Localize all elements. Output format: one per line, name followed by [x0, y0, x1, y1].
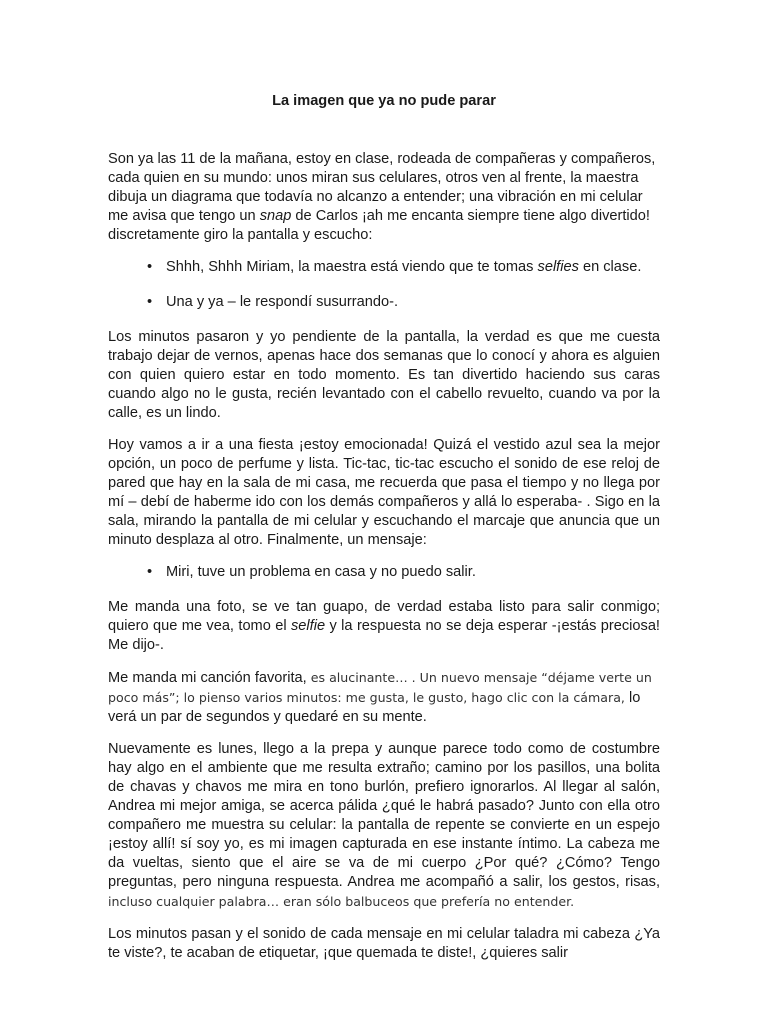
paragraph-1-text-a: Son ya las 11 de la mañana, estoy en clase, rodeada de compañeras y compañeros, cada quien en su mundo: unos miran sus celulares, otros ven al frente, la maestra dibuja un diagrama que todavía no alcanzo a entender; una vibración en mi celular me avisa que tengo un: [108, 151, 656, 224]
dialogue-list-1: [108, 258, 660, 312]
paragraph-4-text-b: y la respuesta no se deja esperar -¡estás preciosa! Me dijo-.: [108, 618, 660, 653]
paragraph-5: [108, 668, 660, 727]
document-title: La imagen que ya no pude parar: [272, 93, 496, 109]
dialogue-item: [108, 258, 660, 277]
paragraph-5-alt-text: es alucinante… . Un nuevo mensaje “déjame verte un poco más”; lo pienso varios minutos: me gusta, le gusto, hago clic con la cámara,: [108, 670, 652, 705]
paragraph-3: Hoy vamos a ir a una fiesta ¡estoy emocionada! Quizá el vestido azul sea la mejor opción, un poco de perfume y lista. Tic-tac, tic-tac escucho el sonido de ese reloj de pared que hay en la sala de mi casa, me recuerda que pasa el tiempo y no llega por mí – debí de haberme ido con los demás compañeros y allá lo esperaba- . Sigo en la sala, mirando la pantalla de mi celular y escuchando el marcaje que anuncia que un minuto desplaza al otro. Finalmente, un mensaje:: [108, 437, 660, 548]
paragraph-1-text-b: de Carlos ¡ah me encanta siempre tiene algo divertido! discretamente giro la pantalla y escucho:: [108, 208, 650, 243]
paragraph-5-text-b: lo verá un par de segundos y quedaré en su mente.: [108, 690, 641, 725]
dialogue-item: [108, 293, 660, 312]
paragraph-1: [108, 150, 660, 245]
paragraph-6-text-a: Nuevamente es lunes, llego a la prepa y aunque parece todo como de costumbre hay algo en el ambiente que me resulta extraño; camino por los pasillos, una bolita de chavas y chavos me mira en tono burlón, prefiero ignorarlos. Al llegar al salón, Andrea mi mejor amiga, se acerca pálida ¿qué le habrá pasado? Junto con ella otro compañero me muestra su celular: la pantalla de repente se convierte en un espejo ¡estoy allí! sí soy yo, es mi imagen capturada en ese instante íntimo. La cabeza me da vueltas, siento que el aire se va de mi cuerpo ¿Por qué? ¿Cómo? Tengo preguntas, pero ninguna respuesta. Andrea me acompañó a salir, los gestos, risas,: [108, 741, 660, 890]
dialogue-item-text-a: Una y ya – le respondí susurrando-.: [166, 294, 399, 310]
paragraph-2: Los minutos pasaron y yo pendiente de la pantalla, la verdad es que me cuesta trabajo dejar de vernos, apenas hace dos semanas que lo conocí y ahora es alguien con quien quiero estar en todo momento. Es tan divertido haciendo sus caras cuando algo no le gusta, recién levantado con el cabello revuelto, cuando va por la calle, es un lindo.: [108, 329, 660, 421]
dialogue-list-2: [108, 563, 660, 582]
paragraph-5-text-a: Me manda mi canción favorita,: [108, 670, 311, 686]
dialogue-item-text-a: Miri, tuve un problema en casa y no puedo salir.: [166, 564, 476, 580]
paragraph-1-emphasis: snap: [259, 208, 292, 224]
paragraph-4-emphasis: selfie: [291, 618, 326, 634]
paragraph-4-text-a: Me manda una foto, se ve tan guapo, de verdad estaba listo para salir conmigo; quiero que me vea, tomo el: [108, 599, 660, 634]
paragraph-6-alt-text: incluso cualquier palabra… eran sólo balbuceos que prefería no entender.: [108, 894, 575, 909]
paragraph-7: Los minutos pasan y el sonido de cada mensaje en mi celular taladra mi cabeza ¿Ya te viste?, te acaban de etiquetar, ¡que quemada te diste!, ¿quieres salir: [108, 926, 660, 961]
paragraph-4: [108, 598, 660, 655]
dialogue-item-text-a: Shhh, Shhh Miriam, la maestra está viendo que te tomas: [166, 259, 538, 275]
dialogue-item: [108, 563, 660, 582]
paragraph-6: [108, 740, 660, 912]
dialogue-item-emphasis: selfies: [537, 259, 579, 275]
dialogue-item-text-b: en clase.: [578, 259, 642, 275]
